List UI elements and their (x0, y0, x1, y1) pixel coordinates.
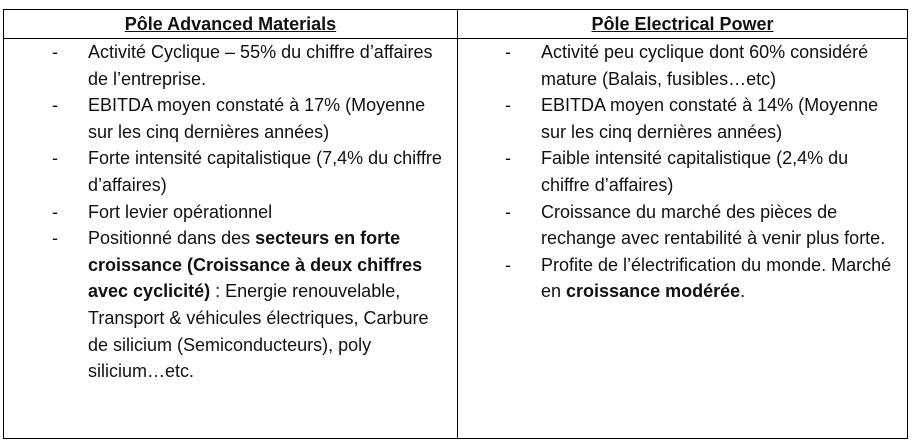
bullet-dash: - (52, 228, 58, 249)
item-text: Faible intensité capitalistique (2,4% du chiffre d’affaires) (541, 148, 849, 195)
list-item (4, 92, 457, 145)
item-text: : Energie renouvelable, Transport & véhicules électriques, Carbure de silicium (Semiconducteurs), poly silicium…etc. (88, 281, 429, 382)
bullet-list-advanced-materials (4, 39, 457, 385)
item-text: Fort levier opérationnel (88, 201, 273, 222)
list-item (4, 145, 457, 198)
list-item (458, 145, 907, 198)
item-text: Positionné dans des (88, 228, 256, 249)
item-text: Forte intensité capitalistique (7,4% du chiffre d’affaires) (88, 148, 442, 195)
list-item (4, 199, 457, 226)
list-item (458, 92, 907, 145)
list-item (458, 199, 907, 252)
item-text: Croissance du marché des pièces de rechange avec rentabilité à venir plus forte. (541, 201, 886, 249)
comparison-table (3, 9, 908, 439)
bullet-list-electrical-power (458, 39, 907, 305)
bullet-dash: - (52, 42, 58, 62)
list-item (4, 39, 457, 92)
bullet-dash: - (52, 148, 58, 169)
bold-text: croissance modérée (566, 281, 741, 302)
bold-text: secteurs en forte croissance (Croissance à deux chiffres avec cyclicité) (88, 228, 423, 302)
header-electrical-power: Pôle Electrical Power (591, 14, 774, 34)
header-advanced-materials: Pôle Advanced Materials (124, 14, 337, 34)
bullet-dash: - (505, 201, 511, 222)
bullet-dash: - (505, 42, 511, 62)
list-item (458, 252, 907, 305)
column-advanced-materials (4, 39, 457, 385)
bullet-dash: - (52, 201, 58, 222)
bullet-dash: - (505, 95, 511, 116)
item-text: EBITDA moyen constaté à 14% (Moyenne sur les cinq dernières années) (541, 95, 879, 142)
list-item (4, 225, 457, 385)
table-header-row (4, 10, 907, 39)
column-electrical-power (458, 39, 907, 305)
list-item (458, 39, 907, 92)
item-text: . (740, 281, 746, 302)
bullet-dash: - (52, 95, 58, 116)
item-text: EBITDA moyen constaté à 17% (Moyenne sur les cinq dernières années) (88, 95, 426, 142)
bullet-dash: - (505, 148, 511, 169)
item-text: Profite de l’électrification du monde. Marché en (541, 254, 892, 302)
item-text: Activité peu cyclique dont 60% considéré mature (Balais, fusibles…etc) (541, 42, 869, 89)
item-text: Activité Cyclique – 55% du chiffre d’affaires de l’entreprise. (88, 42, 433, 89)
bullet-dash: - (505, 254, 511, 275)
